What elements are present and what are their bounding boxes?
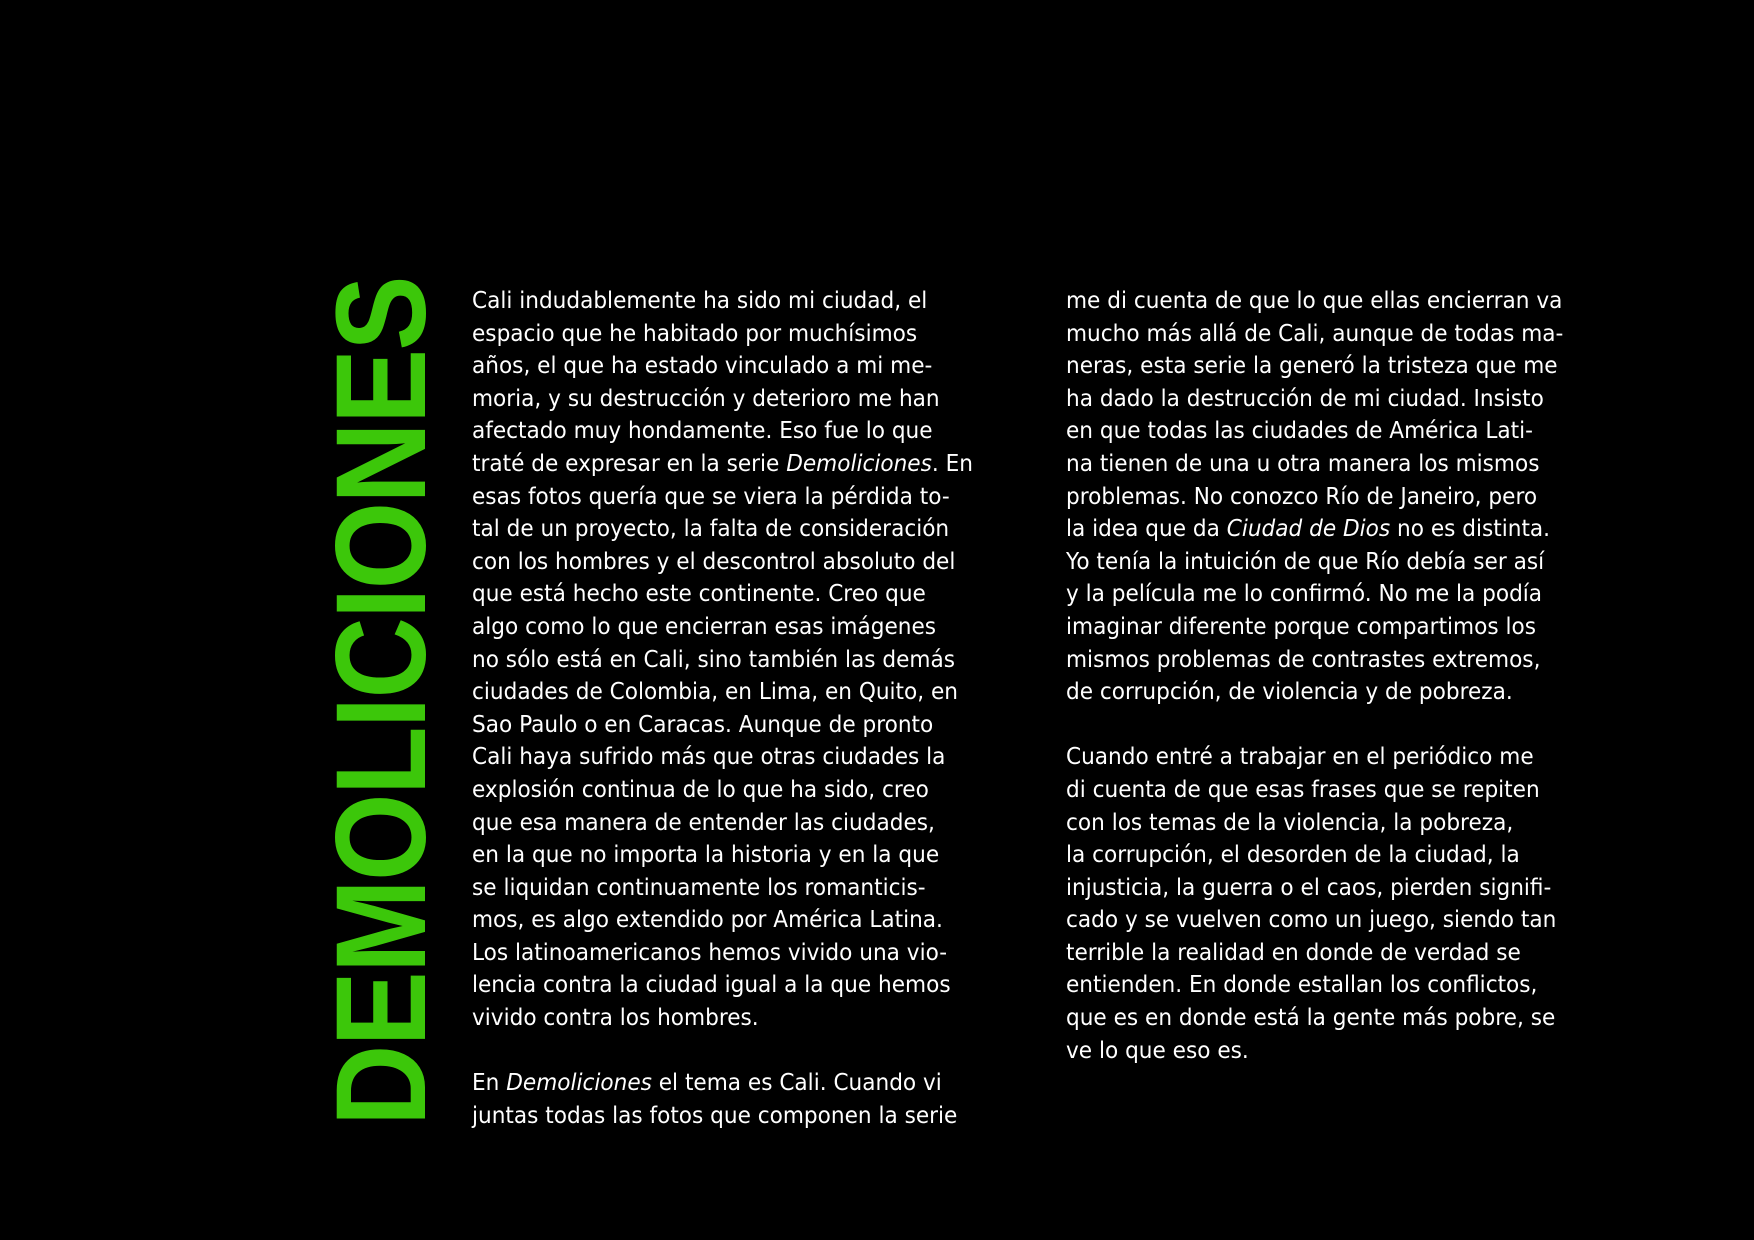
text-line: cado y se vuelven como un juego, siendo tan <box>1066 905 1557 934</box>
text-line: me di cuenta de que lo que ellas encierran va <box>1066 286 1563 314</box>
left-column <box>472 284 1017 1131</box>
text-line: mismos problemas de contrastes extremos, <box>1066 644 1541 673</box>
text-line: ha dado la destrucción de mi ciudad. Insisto <box>1066 383 1544 412</box>
right-paragraph-1 <box>1066 284 1607 708</box>
text-line: que está hecho este continente. Creo que <box>472 579 926 608</box>
text-line: espacio que he habitado por muchísimos <box>472 318 918 347</box>
text-line: se liquidan continuamente los romanticis- <box>472 872 926 901</box>
text-line: Cuando entré a trabajar en el periódico me <box>1066 742 1534 771</box>
paragraph-gap <box>1066 708 1607 741</box>
text-line: moria, y su destrucción y deterioro me han <box>472 383 940 412</box>
text-line: Los latinoamericanos hemos vivido una vio- <box>472 937 948 966</box>
text-line: con los hombres y el descontrol absoluto del <box>472 546 956 575</box>
text-line: ve lo que eso es. <box>1066 1035 1249 1064</box>
text-line: afectado muy hondamente. Eso fue lo que <box>472 416 933 445</box>
text-segment: la idea que da <box>1066 514 1227 543</box>
title-text: DEMOLICIONES <box>310 277 453 1126</box>
text-line: ciudades de Colombia, en Lima, en Quito, en <box>472 677 959 706</box>
text-line: en la que no importa la historia y en la que <box>472 840 940 869</box>
text-line: terrible la realidad en donde de verdad se <box>1066 937 1521 966</box>
text-line: Cali indudablemente ha sido mi ciudad, el <box>472 286 928 314</box>
film-title-italic: Ciudad de Dios <box>1226 514 1391 543</box>
text-line: lencia contra la ciudad igual a la que hemos <box>472 970 951 999</box>
right-paragraph-2 <box>1066 740 1607 1066</box>
text-line: que es en donde está la gente más pobre, se <box>1066 1003 1556 1032</box>
text-line: con los temas de la violencia, la pobreza, <box>1066 807 1514 836</box>
text-line <box>1066 512 1563 545</box>
text-segment: En <box>472 1068 507 1097</box>
text-segment: . En <box>931 448 973 477</box>
right-column <box>1066 284 1607 1066</box>
text-line: juntas todas las fotos que componen la serie <box>472 1100 958 1129</box>
text-line: y la película me lo confirmó. No me la podía <box>1066 579 1543 608</box>
text-segment: no es distinta. <box>1390 514 1551 543</box>
left-paragraph-1 <box>472 284 1017 1034</box>
text-line: en que todas las ciudades de América Lati- <box>1066 416 1533 445</box>
left-paragraph-2 <box>472 1066 1017 1131</box>
text-line: Sao Paulo o en Caracas. Aunque de pronto <box>472 709 934 738</box>
text-line: que esa manera de entender las ciudades, <box>472 807 935 836</box>
text-line: no sólo está en Cali, sino también las demás <box>472 644 955 673</box>
text-line <box>472 1066 973 1099</box>
text-line: tal de un proyecto, la falta de consideración <box>472 514 950 543</box>
text-line: imaginar diferente porque compartimos los <box>1066 611 1536 640</box>
text-line: explosión continua de lo que ha sido, creo <box>472 774 929 803</box>
text-line <box>472 447 973 480</box>
text-line: mos, es algo extendido por América Latina. <box>472 905 943 934</box>
text-line: injusticia, la guerra o el caos, pierden signifi- <box>1066 872 1552 901</box>
text-line: algo como lo que encierran esas imágenes <box>472 611 937 640</box>
text-line: Yo tenía la intuición de que Río debía ser así <box>1066 546 1545 575</box>
text-line: na tienen de una u otra manera los mismos <box>1066 448 1540 477</box>
text-segment: el tema es Cali. Cuando vi <box>651 1068 942 1097</box>
text-segment: traté de expresar en la serie <box>472 448 787 477</box>
text-line: di cuenta de que esas frases que se repiten <box>1066 774 1540 803</box>
text-line: Cali haya sufrido más que otras ciudades la <box>472 742 946 771</box>
text-line: la corrupción, el desorden de la ciudad, la <box>1066 840 1520 869</box>
text-line: mucho más allá de Cali, aunque de todas ma- <box>1066 318 1564 347</box>
text-line: esas fotos quería que se viera la pérdida to- <box>472 481 950 510</box>
text-line: años, el que ha estado vinculado a mi me- <box>472 351 933 380</box>
vertical-title <box>310 162 453 1127</box>
text-line: neras, esta serie la generó la tristeza que me <box>1066 351 1558 380</box>
series-title-italic: Demoliciones <box>506 1068 652 1097</box>
text-line: vivido contra los hombres. <box>472 1003 759 1032</box>
paragraph-gap <box>472 1034 1017 1067</box>
series-title-italic: Demoliciones <box>786 448 932 477</box>
text-line: problemas. No conozco Río de Janeiro, pero <box>1066 481 1538 510</box>
text-line: entienden. En donde estallan los conflictos, <box>1066 970 1538 999</box>
text-line: de corrupción, de violencia y de pobreza. <box>1066 677 1513 706</box>
